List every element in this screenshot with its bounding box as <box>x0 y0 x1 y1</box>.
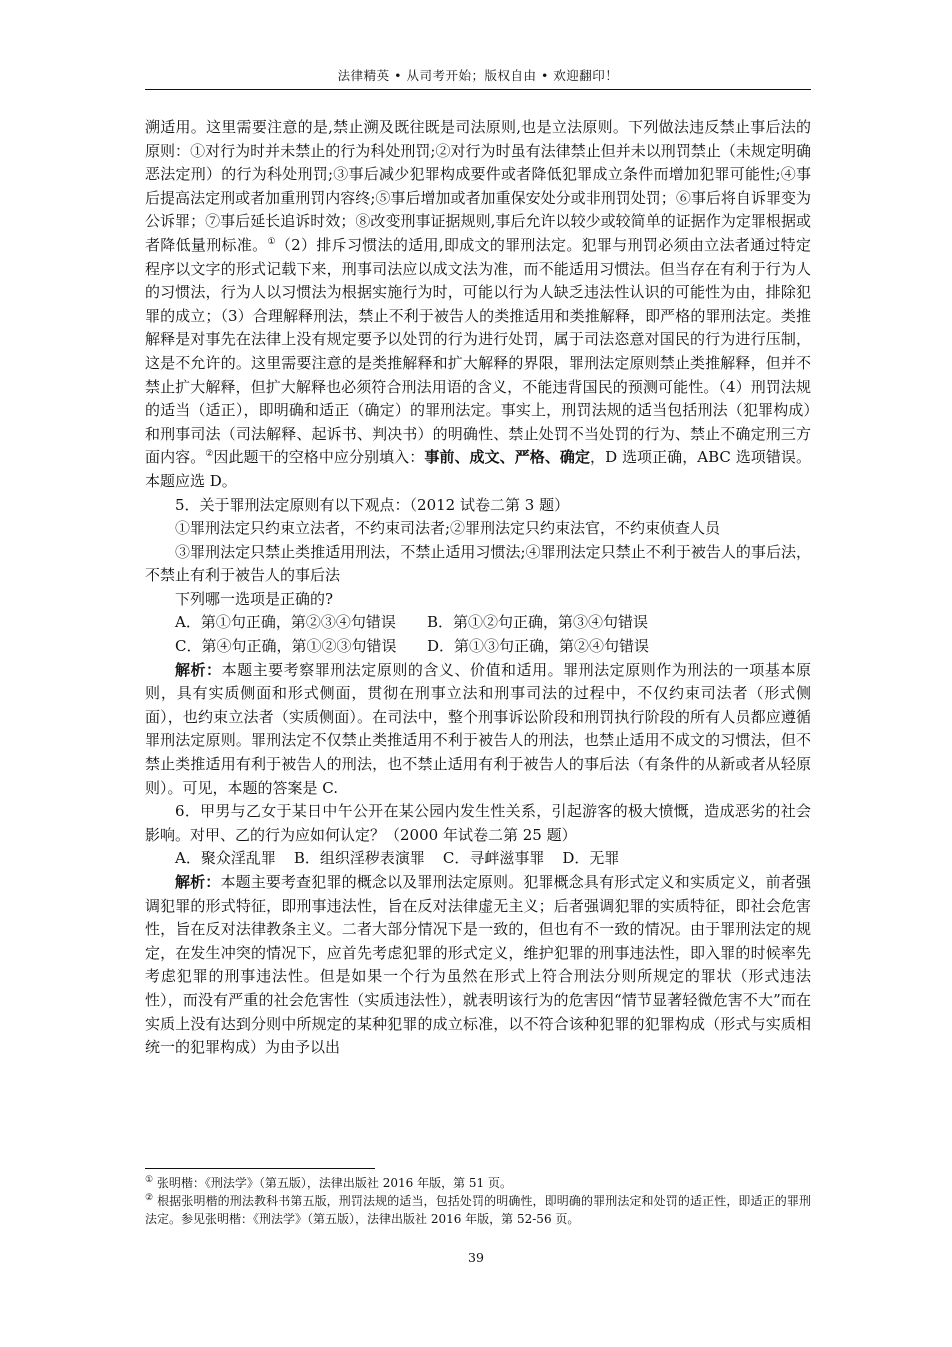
option-c: C．第④句正确，第①②③句错误 <box>175 637 397 656</box>
analysis-label: 解析： <box>175 660 222 679</box>
question-5-options-row <box>145 611 811 635</box>
footnote-text: 根据张明楷的刑法教科书第五版，刑罚法规的适当，包括处罚的明确性，即明确的罪刑法定和处罚的适正性，即适正的罪刑法定。参见张明楷：《刑法学》（第五版），法律出版社 2016 年版，第 52-56 页。 <box>145 1194 811 1226</box>
analysis-text: 本题主要考查犯罪的概念以及罪刑法定原则。犯罪概念具有形式定义和实质定义，前者强调犯罪的形式特征，即刑事违法性，旨在反对法律虚无主义；后者强调犯罪的实质特征，即社会危害性，旨在反对法律教条主义。二者大部分情况下是一致的，但也有不一致的情况。由于罪刑法定的规定，在发生冲突的情况下，应首先考虑犯罪的形式定义，维护犯罪的刑事违法性，即入罪的时候率先考虑犯罪的刑事违法性。但是如果一个行为虽然在形式上符合刑法分则所规定的罪状（形式违法性），而没有严重的社会危害性（实质违法性），就表明该行为的危害因“情节显著轻微危害不大”而在实质上没有达到分则中所规定的某种犯罪的成立标准，以不符合该种犯罪的犯罪构成（形式与实质相统一的犯罪构成）为由予以出 <box>145 873 811 1057</box>
footnote-divider <box>145 1168 375 1169</box>
question-5-stem: 5．关于罪刑法定原则有以下观点：（2012 试卷二第 3 题） <box>175 495 570 514</box>
question-6-analysis <box>145 871 811 1060</box>
answer-keywords: 事前、成文、严格、确定 <box>424 448 591 467</box>
question-5-statement: ③罪刑法定只禁止类推适用刑法，不禁止适用习惯法;④罪刑法定只禁止不利于被告人的事后法，不禁止有利于被告人的事后法 <box>145 542 811 585</box>
footnote-text: 张明楷：《刑法学》（第五版），法律出版社 2016 年版，第 51 页。 <box>156 1176 512 1190</box>
question-5-prompt: 下列哪一选项是正确的? <box>175 589 334 608</box>
footnotes <box>145 1174 811 1228</box>
option-a: A．第①句正确，第②③④句错误 <box>175 613 396 632</box>
paragraph-text: ，D 选项正确，ABC 选项错误。本题应选 D。 <box>145 448 811 490</box>
analysis-text: 本题主要考察罪刑法定原则的含义、价值和适用。罪刑法定原则作为刑法的一项基本原则，具有实质侧面和形式侧面，贯彻在刑事立法和刑事司法的过程中，不仅约束司法者（形式侧面），也约束立法者（实质侧面）。在司法中，整个刑事诉讼阶段和刑罚执行阶段的所有人员都应遵循罪刑法定原则。罪刑法定不仅禁止类推适用不利于被告人的刑法，也禁止适用不成文的习惯法，但不禁止类推适用有利于被告人的刑法，也不禁止适用有利于被告人的事后法（有条件的从新或者从轻原则）。可见，本题的答案是 C. <box>145 660 811 797</box>
paragraph-text: （2）排斥习惯法的适用,即成文的罪刑法定。犯罪与刑罚必须由立法者通过特定程序以文字的形式记载下来，刑事司法应以成文法为准，而不能适用习惯法。但当存在有利于行为人的习惯法，行为人以习惯法为根据实施行为时，可能以行为人缺乏违法性认识的可能性为由，排除犯罪的成立；（3）合理解释刑法，禁止不利于被告人的类推适用和类推解释，即严格的罪刑法定。类推解释是对事先在法律上没有规定要予以处罚的行为进行处罚，属于司法恣意对国民的行为进行压制，这是不允许的。这里需要注意的是类推解释和扩大解释的界限，罪刑法定原则禁止类推解释，但并不禁止扩大解释，但扩大解释也必须符合刑法用语的含义，不能违背国民的预测可能性。（4）刑罚法规的适当（适正），即明确和适正（确定）的罪刑法定。事实上，刑罚法规的适当包括刑法（犯罪构成）和刑事司法（司法解释、起诉书、判决书）的明确性、禁止处罚不当处罚的行为、禁止不确定刑三方面内容。 <box>145 235 811 467</box>
main-content <box>145 116 811 1060</box>
question-5-options-row <box>145 635 811 659</box>
option-d: D．无罪 <box>562 849 620 868</box>
paragraph-text: 溯适用。这里需要注意的是,禁止溯及既往既是司法原则,也是立法原则。下列做法违反禁止事后法的原则：①对行为时并未禁止的行为科处刑罚;②对行为时虽有法律禁止但并未以刑罚禁止（未规定明确恶法定刑）的行为科处刑罚;③事后减少犯罪构成要件或者降低犯罪成立条件而增加犯罪可能性;④事后提高法定刑或者加重刑罚内容终;⑤事后增加或者加重保安处分或非刑罚处罚；⑥事后将自诉罪变为公诉罪；⑦事后延长追诉时效；⑧改变刑事证据规则,事后允许以较少或较简单的证据作为定罪根据或者降低量刑标准。 <box>145 118 811 254</box>
option-b: B．组织淫秽表演罪 <box>293 849 425 868</box>
question-6-options-row <box>145 847 811 871</box>
option-c: C．寻衅滋事罪 <box>442 849 545 868</box>
footnote-2 <box>145 1192 811 1228</box>
question-5-analysis <box>145 659 811 801</box>
header-divider <box>145 89 811 90</box>
question-5-statement: ①罪刑法定只约束立法者，不约束司法者;②罪刑法定只约束法官，不约束侦查人员 <box>175 519 721 538</box>
page-header: 法律精英 • 从司考开始；版权自由 • 欢迎翻印！ <box>337 68 619 83</box>
footnote-ref-1[interactable]: ① <box>267 236 276 247</box>
option-a: A．聚众淫乱罪 <box>175 849 276 868</box>
footnote-mark: ① <box>145 1175 154 1185</box>
paragraph-text: 因此题干的空格中应分别填入： <box>213 448 425 467</box>
question-6-stem: 6．甲男与乙女于某日中午公开在某公园内发生性关系，引起游客的极大愤慨，造成恶劣的社会影响。对甲、乙的行为应如何认定？（2000 年试卷二第 25 题） <box>145 802 811 844</box>
page-number: 39 <box>468 1250 484 1265</box>
option-d: D．第①③句正确，第②④句错误 <box>427 637 650 656</box>
footnote-mark: ② <box>145 1193 154 1203</box>
paragraph-principles <box>145 116 811 494</box>
option-b: B．第①②句正确，第③④句错误 <box>427 613 649 632</box>
analysis-label: 解析： <box>175 873 221 891</box>
footnote-ref-2[interactable]: ② <box>205 449 214 460</box>
footnote-1 <box>145 1174 811 1192</box>
